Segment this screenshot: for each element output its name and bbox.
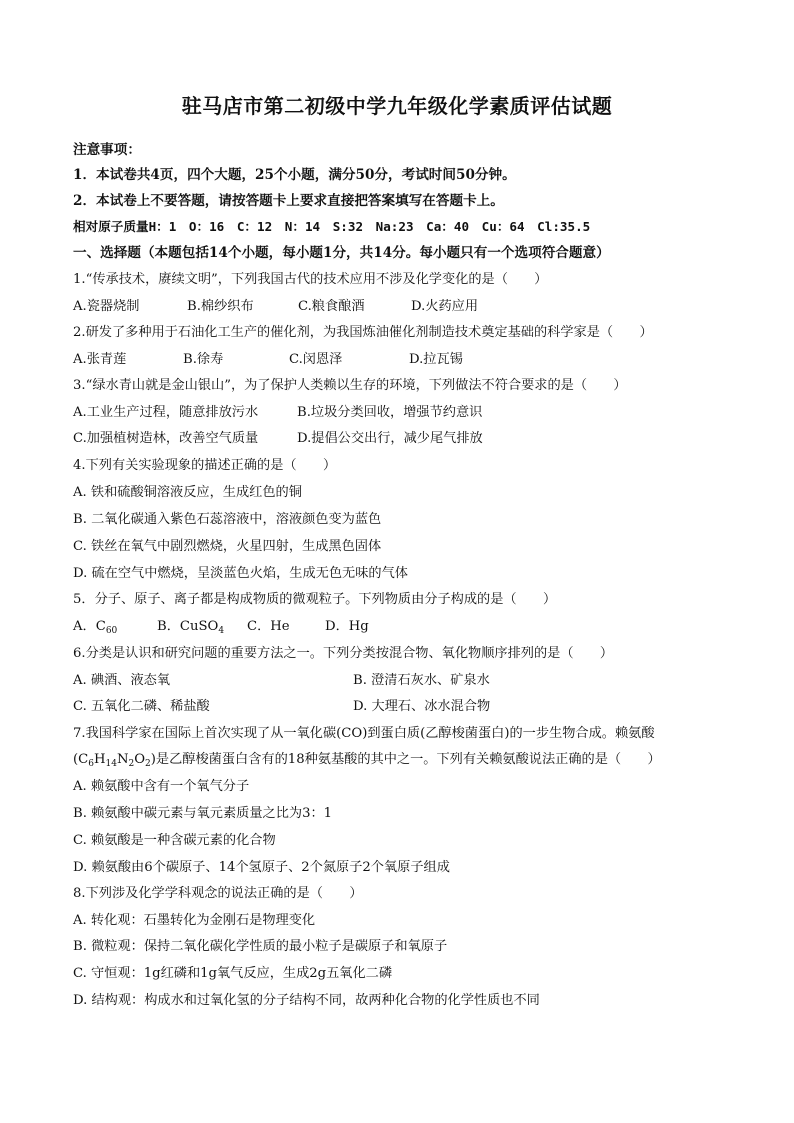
question-8-stem: 8.下列涉及化学学科观念的说法正确的是（ ） (73, 886, 363, 901)
q5-option-b-text: B．CuSO (157, 619, 219, 634)
q2-option-d: D.拉瓦锡 (409, 352, 463, 367)
q2-option-b: B.徐寿 (183, 352, 224, 367)
q7-formula-c-sub: 6 (88, 759, 94, 769)
q2-option-a: A.张青莲 (73, 352, 127, 367)
q1-option-a: A.瓷器烧制 (73, 299, 140, 314)
q6-option-b: B. 澄清石灰水、矿泉水 (353, 673, 490, 688)
question-7-stem-line-2 (73, 751, 661, 769)
q5-option-b (157, 618, 224, 636)
q4-option-c: C. 铁丝在氧气中剧烈燃烧，火星四射，生成黑色固体 (73, 539, 382, 554)
q5-option-b-subscript: 4 (218, 626, 225, 636)
question-7-stem-line-1: 7.我国科学家在国际上首次实现了从一氧化碳(CO)到蛋白质(乙醇梭菌蛋白)的一步生物合成。赖氨酸 (73, 726, 655, 741)
q7-formula-o: O (134, 752, 146, 767)
question-2-options (73, 351, 723, 369)
question-3-options-row-2 (73, 430, 723, 448)
question-4-stem: 4.下列有关实验现象的描述正确的是（ ） (73, 458, 337, 473)
notice-item-2: 2．本试卷上不要答题，请按答题卡上要求直接把答案填写在答题卡上。 (73, 193, 504, 209)
q7-stem-rest: )是乙醇梭菌蛋白含有的18种氨基酸的其中之一。下列有关赖氨酸说法正确的是（ ） (150, 752, 661, 767)
question-3-stem: 3.“绿水青山就是金山银山”，为了保护人类赖以生存的环境，下列做法不符合要求的是（ ） (73, 378, 627, 393)
question-1-stem: 1.“传承技术，赓续文明”，下列我国古代的技术应用不涉及化学变化的是（ ） (73, 272, 548, 287)
page-title: 驻马店市第二初级中学九年级化学素质评估试题 (181, 94, 613, 118)
atomic-mass-line: 相对原子质量H：1 O：16 C：12 N：14 S:32 Na:23 Ca：40 Cu：64 Cl:35.5 (73, 219, 591, 234)
question-6-options-row-1 (73, 672, 723, 690)
question-3-options-row-1 (73, 404, 723, 422)
q3-option-a: A.工业生产过程，随意排放污水 (73, 405, 259, 420)
question-1-options (73, 298, 723, 316)
notice-heading: 注意事项： (73, 142, 141, 158)
q3-option-b: B.垃圾分类回收，增强节约意识 (297, 405, 483, 420)
q7-formula-n-sub: 2 (128, 759, 135, 769)
q1-option-d: D.火药应用 (411, 299, 479, 314)
q7-option-d: D. 赖氨酸由6个碳原子、14个氢原子、2个氮原子2个氧原子组成 (73, 860, 450, 875)
question-5-stem: 5．分子、原子、离子都是构成物质的微观粒子。下列物质由分子构成的是（ ） (73, 592, 557, 607)
q1-option-b: B.棉纱织布 (187, 299, 254, 314)
q5-option-a-subscript: 60 (105, 626, 118, 636)
question-6-options-row-2 (73, 698, 723, 716)
q5-option-c: C．He (247, 619, 290, 634)
q3-option-d: D.提倡公交出行，减少尾气排放 (297, 431, 483, 446)
q4-option-a: A. 铁和硫酸铜溶液反应，生成红色的铜 (73, 485, 302, 500)
q3-option-c: C.加强植树造林，改善空气质量 (73, 431, 259, 446)
section-1-heading: 一、选择题（本题包括14个小题，每小题1分，共14分。每小题只有一个选项符合题意） (73, 245, 610, 261)
q7-formula-o-sub: 2 (145, 759, 151, 769)
question-5-options (73, 618, 723, 636)
q7-formula-n: N (116, 752, 129, 767)
q7-formula-h-sub: 14 (105, 759, 117, 769)
q8-option-a: A. 转化观：石墨转化为金刚石是物理变化 (73, 913, 316, 928)
q7-formula-c: (C (73, 752, 89, 767)
q2-option-c: C.闵恩泽 (289, 352, 343, 367)
q7-option-b: B. 赖氨酸中碳元素与氧元素质量之比为3：1 (73, 806, 333, 821)
q7-option-c: C. 赖氨酸是一种含碳元素的化合物 (73, 833, 276, 848)
question-6-stem: 6.分类是认识和研究问题的重要方法之一。下列分类按混合物、氧化物顺序排列的是（ ） (73, 646, 614, 661)
q5-option-a (73, 618, 117, 636)
question-2-stem: 2.研发了多种用于石油化工生产的催化剂，为我国炼油催化剂制造技术奠定基础的科学家是（ ） (73, 325, 653, 340)
q5-option-d: D．Hg (325, 619, 369, 634)
q8-option-b: B. 微粒观：保持二氧化碳化学性质的最小粒子是碳原子和氧原子 (73, 939, 448, 954)
q4-option-d: D. 硫在空气中燃烧，呈淡蓝色火焰，生成无色无味的气体 (73, 566, 408, 581)
q7-option-a: A. 赖氨酸中含有一个氧气分子 (73, 779, 250, 794)
q6-option-d: D. 大理石、冰水混合物 (353, 699, 491, 714)
q4-option-b: B. 二氧化碳通入紫色石蕊溶液中，溶液颜色变为蓝色 (73, 512, 382, 527)
q8-option-d: D. 结构观：构成水和过氧化氢的分子结构不同，故两种化合物的化学性质也不同 (73, 993, 540, 1008)
q6-option-c: C. 五氧化二磷、稀盐酸 (73, 699, 210, 714)
q5-option-a-text: A．C (73, 619, 106, 634)
notice-item-1: 1．本试卷共4页，四个大题，25个小题，满分50分，考试时间50分钟。 (73, 167, 516, 183)
q8-option-c: C. 守恒观：1g红磷和1g氧气反应，生成2g五氧化二磷 (73, 966, 393, 981)
q7-formula-h: H (93, 752, 106, 767)
q6-option-a: A. 碘酒、液态氧 (73, 673, 171, 688)
q1-option-c: C.粮食酿酒 (298, 299, 365, 314)
